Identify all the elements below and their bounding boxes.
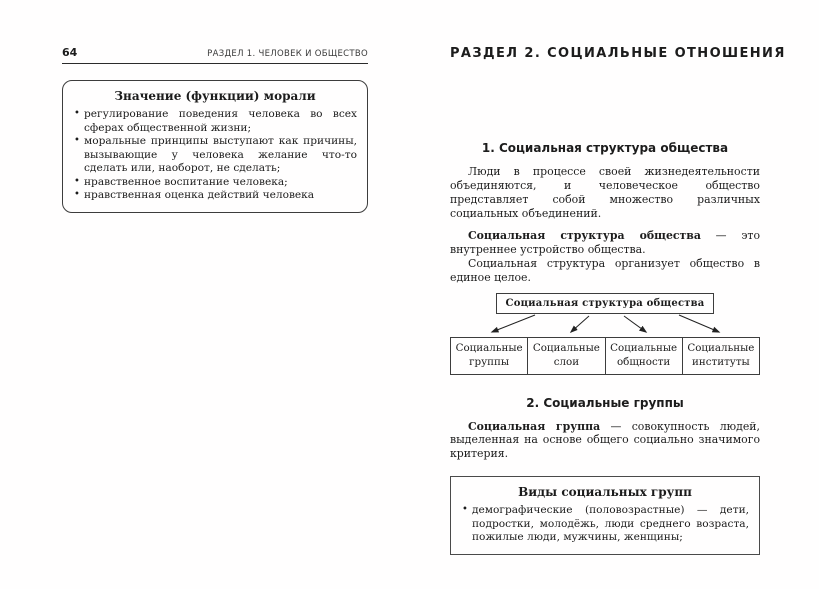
list-item-text: демографические (половозрастные) — дети, подростки, молодёжь, люди среднего возраста, пожилые люди, мужчины, женщины; [472, 504, 749, 544]
list-item-text: моральные принципы выступают как причины, вызывающие у человека желание что-то сделать или, наоборот, не сделать; [84, 135, 357, 175]
group-types-list [461, 504, 749, 545]
list-item-text: нравственная оценка действий человека [84, 189, 315, 202]
list-item [73, 189, 357, 203]
diagram-cell: Социальные институты [682, 338, 759, 374]
bullet-icon: • [74, 108, 80, 119]
diagram-cell: Социальные группы [455, 341, 523, 368]
diagram-arrows [451, 314, 759, 337]
chapter-title: РАЗДЕЛ 2. СОЦИАЛЬНЫЕ ОТНОШЕНИЯ [450, 46, 786, 61]
arrow-down-right-4 [679, 315, 719, 332]
left-page [62, 47, 368, 213]
term-bold: Социальная группа [468, 419, 601, 433]
morality-list [73, 108, 357, 203]
paragraph: Социальная структура организует общество в единое целое. [450, 257, 760, 284]
running-head: РАЗДЕЛ 1. ЧЕЛОВЕК И ОБЩЕСТВО [207, 48, 368, 59]
list-item [461, 504, 749, 545]
bullet-icon: • [462, 504, 468, 516]
paragraph: Люди в процессе своей жизнедеятельности объединяются, и человеческое общество представляет собой множество различных социальных объединений. [450, 165, 760, 220]
term-bold: Социальная структура общества [468, 229, 701, 243]
morality-box-title: Значение (функции) морали [114, 89, 316, 103]
right-page [450, 46, 786, 555]
definition-text: — это внутреннее устройство общества. [450, 229, 760, 257]
definition-paragraph [450, 229, 760, 257]
list-item [73, 108, 357, 135]
arrow-down-right-3 [624, 316, 646, 332]
list-item-text: нравственное воспитание человека; [84, 175, 288, 188]
list-item-text: регулирование поведения человека во всех сферах общественной жизни; [84, 108, 357, 134]
diagram-cell: Социальные слои [527, 338, 604, 374]
section-2-heading: 2. Социальные группы [526, 395, 684, 410]
diagram-cell: Социальные общности [605, 338, 682, 374]
group-types-title: Виды социальных групп [518, 485, 692, 500]
group-types-box [450, 476, 760, 555]
list-item [73, 135, 357, 176]
social-structure-diagram [450, 293, 760, 375]
bullet-icon: • [74, 135, 80, 147]
definition-text: — совокупность людей, выделенная на основе общего социально значимого критерия. [450, 419, 760, 461]
arrow-down-left-1 [492, 315, 535, 332]
left-page-header [62, 47, 368, 64]
page-number: 64 [62, 46, 78, 59]
bullet-icon: • [74, 189, 80, 201]
arrow-down-left-2 [571, 316, 589, 332]
list-item [73, 176, 357, 190]
morality-functions-box [62, 80, 368, 213]
diagram-cells-row [450, 337, 760, 375]
bullet-icon: • [74, 175, 80, 187]
definition-paragraph [450, 420, 760, 462]
section-1-heading: 1. Социальная структура общества [481, 141, 729, 155]
diagram-root-box: Социальная структура общества [496, 293, 715, 314]
